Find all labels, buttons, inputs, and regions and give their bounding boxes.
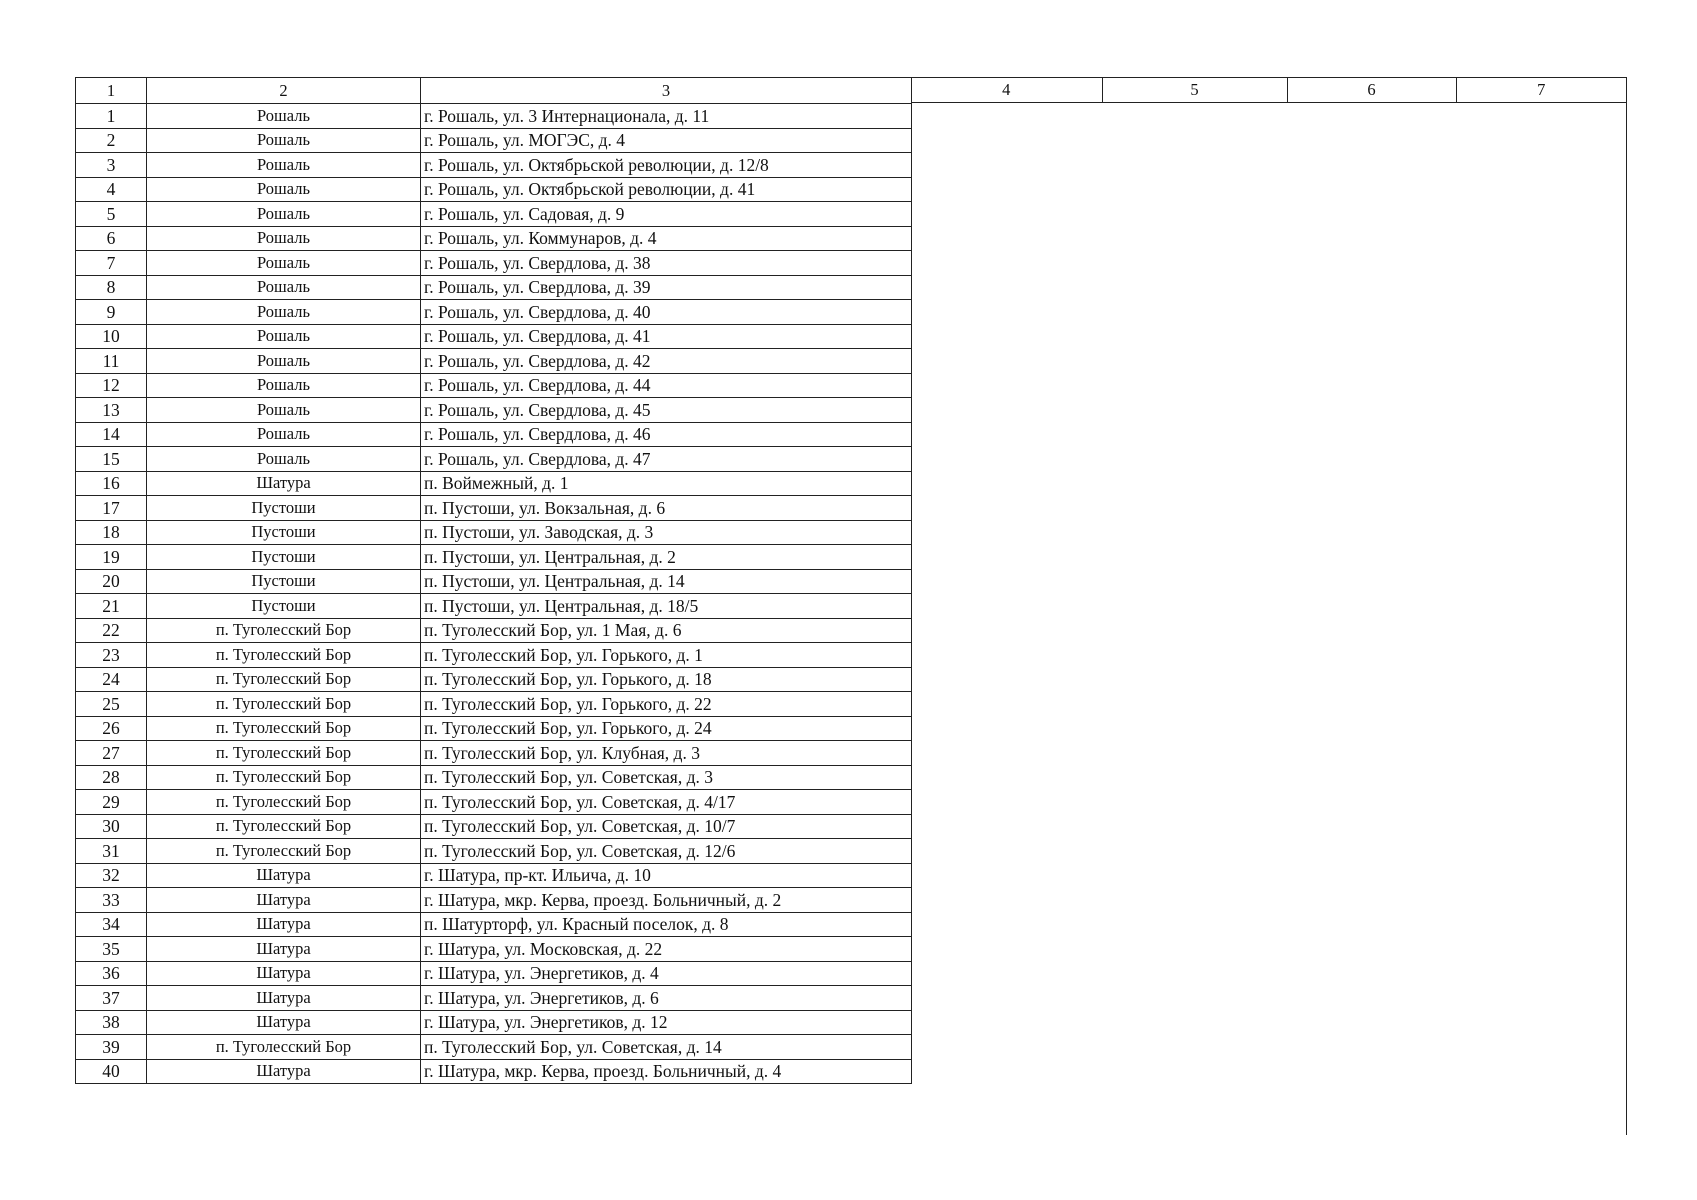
row-number-cell: 25	[76, 692, 147, 717]
address-cell: г. Рошаль, ул. Свердлова, д. 39	[421, 275, 912, 300]
locality-cell: Рошаль	[147, 128, 421, 153]
locality-cell: п. Туголесский Бор	[147, 814, 421, 839]
locality-cell: Шатура	[147, 863, 421, 888]
table-row	[76, 128, 912, 153]
address-cell: п. Туголесский Бор, ул. 1 Мая, д. 6	[421, 618, 912, 643]
address-cell: г. Рошаль, ул. 3 Интернационала, д. 11	[421, 104, 912, 129]
extra-header-columns	[911, 77, 1626, 103]
address-cell: г. Шатура, мкр. Керва, проезд. Больничный, д. 4	[421, 1059, 912, 1084]
address-cell: г. Шатура, ул. Энергетиков, д. 12	[421, 1010, 912, 1035]
address-cell: п. Туголесский Бор, ул. Горького, д. 1	[421, 643, 912, 668]
table-row	[76, 275, 912, 300]
table-row	[76, 202, 912, 227]
address-cell: п. Пустоши, ул. Заводская, д. 3	[421, 520, 912, 545]
row-number-cell: 24	[76, 667, 147, 692]
row-number-cell: 31	[76, 839, 147, 864]
address-cell: г. Рошаль, ул. Коммунаров, д. 4	[421, 226, 912, 251]
address-cell: п. Туголесский Бор, ул. Советская, д. 4/17	[421, 790, 912, 815]
row-number-cell: 8	[76, 275, 147, 300]
row-number-cell: 20	[76, 569, 147, 594]
header-cell-1: 1	[76, 78, 147, 104]
locality-cell: Рошаль	[147, 251, 421, 276]
address-cell: п. Пустоши, ул. Вокзальная, д. 6	[421, 496, 912, 521]
address-cell: п. Туголесский Бор, ул. Советская, д. 14	[421, 1035, 912, 1060]
row-number-cell: 38	[76, 1010, 147, 1035]
locality-cell: Рошаль	[147, 373, 421, 398]
locality-cell: Рошаль	[147, 275, 421, 300]
address-cell: п. Воймежный, д. 1	[421, 471, 912, 496]
address-cell: г. Шатура, ул. Энергетиков, д. 6	[421, 986, 912, 1011]
address-cell: г. Рошаль, ул. Октябрьской революции, д. 41	[421, 177, 912, 202]
table-row	[76, 741, 912, 766]
table-row	[76, 349, 912, 374]
row-number-cell: 1	[76, 104, 147, 129]
locality-cell: Рошаль	[147, 349, 421, 374]
row-number-cell: 23	[76, 643, 147, 668]
locality-cell: п. Туголесский Бор	[147, 741, 421, 766]
row-number-cell: 33	[76, 888, 147, 913]
locality-cell: Шатура	[147, 1010, 421, 1035]
header-cell-7: 7	[1537, 80, 1546, 99]
locality-cell: Рошаль	[147, 300, 421, 325]
table-row	[76, 520, 912, 545]
locality-cell: Рошаль	[147, 398, 421, 423]
address-cell: г. Рошаль, ул. Свердлова, д. 47	[421, 447, 912, 472]
address-cell: п. Туголесский Бор, ул. Горького, д. 18	[421, 667, 912, 692]
table-row	[76, 912, 912, 937]
locality-cell: Шатура	[147, 912, 421, 937]
locality-cell: п. Туголесский Бор	[147, 839, 421, 864]
locality-cell: п. Туголесский Бор	[147, 643, 421, 668]
table-right-border	[1626, 77, 1627, 1135]
row-number-cell: 30	[76, 814, 147, 839]
header-cell-5: 5	[1102, 77, 1287, 103]
address-cell: п. Туголесский Бор, ул. Горького, д. 22	[421, 692, 912, 717]
row-number-cell: 14	[76, 422, 147, 447]
address-cell: г. Шатура, ул. Московская, д. 22	[421, 937, 912, 962]
address-cell: г. Рошаль, ул. Садовая, д. 9	[421, 202, 912, 227]
row-number-cell: 5	[76, 202, 147, 227]
row-number-cell: 9	[76, 300, 147, 325]
row-number-cell: 7	[76, 251, 147, 276]
address-cell: п. Пустоши, ул. Центральная, д. 14	[421, 569, 912, 594]
table-row	[76, 177, 912, 202]
row-number-cell: 12	[76, 373, 147, 398]
row-number-cell: 17	[76, 496, 147, 521]
locality-cell: Шатура	[147, 986, 421, 1011]
table-row	[76, 765, 912, 790]
locality-cell: п. Туголесский Бор	[147, 618, 421, 643]
table-row	[76, 667, 912, 692]
table-row	[76, 545, 912, 570]
address-cell: г. Рошаль, ул. Свердлова, д. 46	[421, 422, 912, 447]
table-row	[76, 937, 912, 962]
address-cell: г. Рошаль, ул. Свердлова, д. 38	[421, 251, 912, 276]
table-row	[76, 961, 912, 986]
table-row	[76, 618, 912, 643]
table-row	[76, 496, 912, 521]
table-row	[76, 716, 912, 741]
table-row	[76, 594, 912, 619]
table-row	[76, 324, 912, 349]
locality-cell: п. Туголесский Бор	[147, 692, 421, 717]
row-number-cell: 11	[76, 349, 147, 374]
table-row	[76, 888, 912, 913]
header-cell-4: 4	[911, 77, 1102, 103]
row-number-cell: 40	[76, 1059, 147, 1084]
address-cell: п. Пустоши, ул. Центральная, д. 18/5	[421, 594, 912, 619]
address-table	[75, 77, 912, 1084]
table-row	[76, 398, 912, 423]
table-row	[76, 814, 912, 839]
table-row	[76, 1059, 912, 1084]
address-cell: п. Туголесский Бор, ул. Советская, д. 10/7	[421, 814, 912, 839]
table-header-row	[76, 78, 912, 104]
address-cell: г. Рошаль, ул. Свердлова, д. 42	[421, 349, 912, 374]
row-number-cell: 34	[76, 912, 147, 937]
table-row	[76, 373, 912, 398]
locality-cell: Пустоши	[147, 545, 421, 570]
address-cell: г. Шатура, мкр. Керва, проезд. Больничный, д. 2	[421, 888, 912, 913]
row-number-cell: 27	[76, 741, 147, 766]
table-row	[76, 226, 912, 251]
row-number-cell: 21	[76, 594, 147, 619]
locality-cell: Пустоши	[147, 594, 421, 619]
row-number-cell: 26	[76, 716, 147, 741]
address-cell: п. Туголесский Бор, ул. Клубная, д. 3	[421, 741, 912, 766]
table-row	[76, 104, 912, 129]
locality-cell: Рошаль	[147, 226, 421, 251]
row-number-cell: 3	[76, 153, 147, 178]
locality-cell: Рошаль	[147, 447, 421, 472]
table-row	[76, 251, 912, 276]
row-number-cell: 16	[76, 471, 147, 496]
row-number-cell: 2	[76, 128, 147, 153]
address-cell: г. Рошаль, ул. Октябрьской революции, д. 12/8	[421, 153, 912, 178]
row-number-cell: 13	[76, 398, 147, 423]
table-row	[76, 471, 912, 496]
table-row	[76, 300, 912, 325]
row-number-cell: 15	[76, 447, 147, 472]
table-row	[76, 692, 912, 717]
address-cell: г. Рошаль, ул. Свердлова, д. 41	[421, 324, 912, 349]
locality-cell: Рошаль	[147, 104, 421, 129]
extra-header-row	[911, 77, 1626, 103]
locality-cell: Шатура	[147, 937, 421, 962]
address-cell: г. Шатура, пр-кт. Ильича, д. 10	[421, 863, 912, 888]
address-cell: п. Пустоши, ул. Центральная, д. 2	[421, 545, 912, 570]
locality-cell: Рошаль	[147, 153, 421, 178]
locality-cell: Пустоши	[147, 569, 421, 594]
locality-cell: Рошаль	[147, 422, 421, 447]
row-number-cell: 37	[76, 986, 147, 1011]
row-number-cell: 29	[76, 790, 147, 815]
document-sheet	[75, 77, 1626, 1135]
locality-cell: Пустоши	[147, 520, 421, 545]
locality-cell: Пустоши	[147, 496, 421, 521]
row-number-cell: 28	[76, 765, 147, 790]
row-number-cell: 35	[76, 937, 147, 962]
header-cell-2: 2	[147, 78, 421, 104]
locality-cell: Шатура	[147, 888, 421, 913]
address-cell: п. Туголесский Бор, ул. Горького, д. 24	[421, 716, 912, 741]
row-number-cell: 36	[76, 961, 147, 986]
address-cell: г. Рошаль, ул. МОГЭС, д. 4	[421, 128, 912, 153]
address-cell: г. Рошаль, ул. Свердлова, д. 40	[421, 300, 912, 325]
locality-cell: Рошаль	[147, 177, 421, 202]
locality-cell: Шатура	[147, 471, 421, 496]
row-number-cell: 6	[76, 226, 147, 251]
row-number-cell: 19	[76, 545, 147, 570]
table-row	[76, 1010, 912, 1035]
locality-cell: Шатура	[147, 961, 421, 986]
locality-cell: п. Туголесский Бор	[147, 765, 421, 790]
table-row	[76, 422, 912, 447]
table-row	[76, 569, 912, 594]
table-row	[76, 839, 912, 864]
row-number-cell: 22	[76, 618, 147, 643]
row-number-cell: 32	[76, 863, 147, 888]
locality-cell: п. Туголесский Бор	[147, 1035, 421, 1060]
address-cell: г. Рошаль, ул. Свердлова, д. 44	[421, 373, 912, 398]
row-number-cell: 18	[76, 520, 147, 545]
table-row	[76, 790, 912, 815]
row-number-cell: 4	[76, 177, 147, 202]
address-cell: г. Шатура, ул. Энергетиков, д. 4	[421, 961, 912, 986]
address-cell: п. Шатурторф, ул. Красный поселок, д. 8	[421, 912, 912, 937]
row-number-cell: 39	[76, 1035, 147, 1060]
locality-cell: Шатура	[147, 1059, 421, 1084]
locality-cell: п. Туголесский Бор	[147, 790, 421, 815]
table-row	[76, 863, 912, 888]
address-cell: г. Рошаль, ул. Свердлова, д. 45	[421, 398, 912, 423]
locality-cell: п. Туголесский Бор	[147, 716, 421, 741]
header-cell-3: 3	[421, 78, 912, 104]
locality-cell: п. Туголесский Бор	[147, 667, 421, 692]
locality-cell: Рошаль	[147, 324, 421, 349]
table-row	[76, 153, 912, 178]
address-cell: п. Туголесский Бор, ул. Советская, д. 3	[421, 765, 912, 790]
header-cell-6: 6	[1287, 77, 1456, 103]
address-cell: п. Туголесский Бор, ул. Советская, д. 12/6	[421, 839, 912, 864]
table-row	[76, 1035, 912, 1060]
table-row	[76, 447, 912, 472]
table-row	[76, 986, 912, 1011]
locality-cell: Рошаль	[147, 202, 421, 227]
table-row	[76, 643, 912, 668]
row-number-cell: 10	[76, 324, 147, 349]
